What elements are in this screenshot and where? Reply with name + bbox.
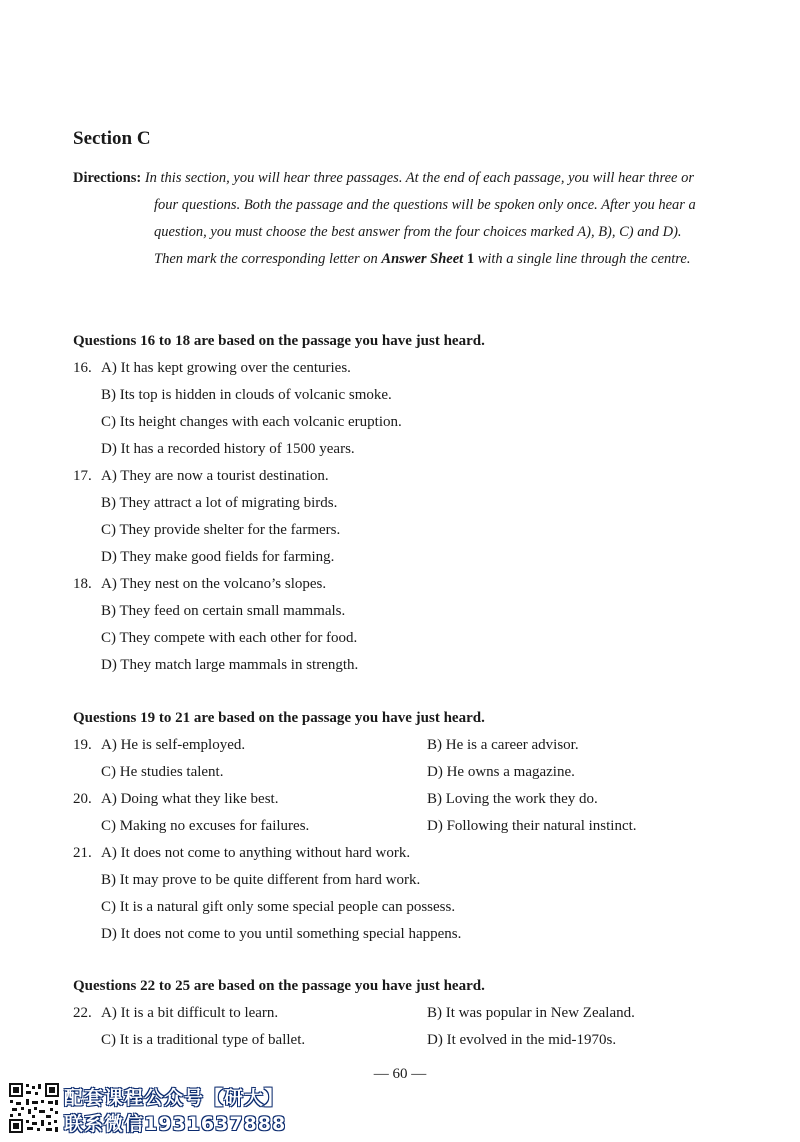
option-d: D) It has a recorded history of 1500 years. [101, 441, 355, 457]
directions-label: Directions: [73, 170, 142, 186]
option-a: A) It does not come to anything without hard work. [101, 845, 411, 861]
option-a: A) It is a bit difficult to learn. [101, 1005, 279, 1021]
watermark-line-1: 配套课程公众号【研大】 [64, 1087, 285, 1109]
qr-code-image [8, 1082, 60, 1134]
option-a: A) They nest on the volcano’s slopes. [101, 576, 327, 592]
section-title: Section C [73, 128, 151, 149]
option-a: A) They are now a tourist destination. [101, 468, 329, 484]
option-c: C) They provide shelter for the farmers. [101, 522, 341, 538]
watermark-line-2: 联系微信1931637888 [64, 1113, 287, 1135]
page-number: — 60 — [373, 1066, 427, 1082]
group-heading-16-18: Questions 16 to 18 are based on the passage you have just heard. [73, 333, 485, 349]
option-a: A) It has kept growing over the centuries. [101, 360, 351, 376]
option-d: D) Following their natural instinct. [427, 818, 637, 834]
option-c: C) He studies talent. [101, 764, 224, 780]
question-number: 16. [73, 360, 92, 376]
group-heading-22-25: Questions 22 to 25 are based on the passage you have just heard. [73, 978, 485, 994]
option-d: D) It does not come to you until something special happens. [101, 926, 462, 942]
option-d: D) They match large mammals in strength. [101, 657, 359, 673]
option-d: D) He owns a magazine. [427, 764, 575, 780]
option-c: C) They compete with each other for food. [101, 630, 358, 646]
option-b: B) It was popular in New Zealand. [427, 1005, 635, 1021]
question-number: 18. [73, 576, 92, 592]
option-a: A) Doing what they like best. [101, 791, 279, 807]
group-heading-19-21: Questions 19 to 21 are based on the passage you have just heard. [73, 710, 485, 726]
option-b: B) It may prove to be quite different from hard work. [101, 872, 421, 888]
option-d: D) They make good fields for farming. [101, 549, 335, 565]
option-c: C) It is a natural gift only some special people can possess. [101, 899, 456, 915]
option-b: B) They attract a lot of migrating birds. [101, 495, 338, 511]
answer-sheet-label: Answer Sheet [381, 251, 464, 267]
directions-line-1: In this section, you will hear three passages. At the end of each passage, you will hear three or [144, 170, 695, 186]
option-b: B) Its top is hidden in clouds of volcanic smoke. [101, 387, 392, 403]
option-b: B) Loving the work they do. [427, 791, 598, 807]
option-b: B) They feed on certain small mammals. [101, 603, 346, 619]
question-number: 22. [73, 1005, 92, 1021]
option-c: C) Making no excuses for failures. [101, 818, 310, 834]
question-number: 19. [73, 737, 92, 753]
option-d: D) It evolved in the mid-1970s. [427, 1032, 617, 1048]
directions-line-2: four questions. Both the passage and the questions will be spoken only once. After you hear a [154, 197, 696, 213]
option-c: C) Its height changes with each volcanic eruption. [101, 414, 402, 430]
directions-line-4b: with a single line through the centre. [477, 251, 691, 267]
directions-line-3: question, you must choose the best answer from the four choices marked A), B), C) and D). [154, 224, 682, 240]
option-b: B) He is a career advisor. [427, 737, 579, 753]
question-number: 21. [73, 845, 92, 861]
question-number: 20. [73, 791, 92, 807]
option-a: A) He is self-employed. [101, 737, 246, 753]
answer-sheet-number: 1 [463, 251, 478, 267]
question-number: 17. [73, 468, 92, 484]
option-c: C) It is a traditional type of ballet. [101, 1032, 306, 1048]
directions-line-4a: Then mark the corresponding letter on [154, 251, 382, 267]
